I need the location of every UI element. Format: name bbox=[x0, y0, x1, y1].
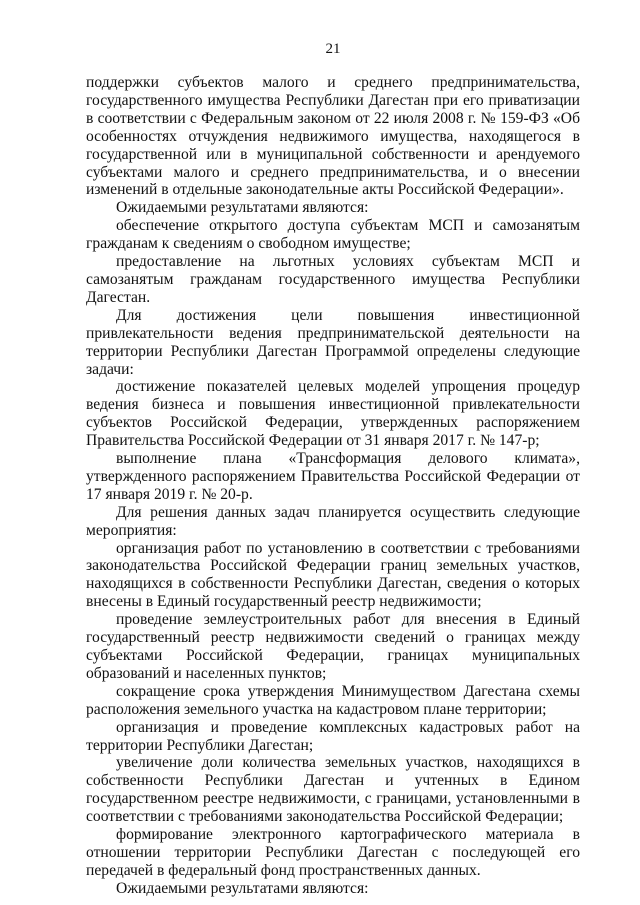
paragraph: сокращение срока утверждения Минимуществом Дагестана схемы расположения земельного участка на кадастровом плане территории; bbox=[86, 682, 580, 718]
paragraph: организация и проведение комплексных кадастровых работ на территории Республики Дагестан; bbox=[86, 718, 580, 754]
paragraph: Ожидаемыми результатами являются: bbox=[116, 879, 369, 897]
paragraph: Ожидаемыми результатами являются: bbox=[116, 199, 369, 217]
paragraph: проведение землеустроительных работ для внесения в Единый государственный реестр недвижимости сведений о границах между субъектами Российской Федерации, границах муниципальных образований и населенных пунктов; bbox=[86, 611, 580, 682]
paragraph: обеспечение открытого доступа субъектам МСП и самозанятым гражданам к сведениям о свободном имуществе; bbox=[86, 217, 580, 253]
paragraph: предоставление на льготных условиях субъектам МСП и самозанятым гражданам государственного имущества Республики Дагестан. bbox=[86, 253, 580, 306]
paragraph: Для достижения цели повышения инвестиционной привлекательности ведения предпринимательской деятельности на территории Республики Дагестан Программой определены следующие задачи: bbox=[86, 306, 580, 378]
page-number: 21 bbox=[325, 41, 341, 57]
paragraph-continuation: поддержки субъектов малого и среднего предпринимательства, государственного имущества Республики Дагестан при его приватизации в соответствии с Федеральным законом от 22 июля 2008 г. № 159-ФЗ «Об особенностях отчуждения недвижимого имущества, находящегося в государственной или в муниципальной собственности и арендуемого субъектами малого и среднего предпринимательства, и о внесении изменений в отдельные законодательные акты Российской Федерации». bbox=[86, 74, 580, 199]
paragraph: формирование электронного картографического материала в отношении территории Республики Дагестан с последующей его передачей в федеральный фонд пространственных данных. bbox=[86, 826, 580, 879]
paragraph: Для решения данных задач планируется осуществить следующие мероприятия: bbox=[86, 503, 580, 539]
paragraph: выполнение плана «Трансформация делового климата», утвержденного распоряжением Правительства Российской Федерации от 17 января 2019 г. № 20-р. bbox=[86, 450, 580, 503]
paragraph: организация работ по установлению в соответствии с требованиями законодательства Российской Федерации границ земельных участков, находящихся в собственности Республики Дагестан, сведения о которых внесены в Единый государственный реестр недвижимости; bbox=[86, 539, 580, 611]
paragraph: увеличение доли количества земельных участков, находящихся в собственности Республики Дагестан и учтенных в Едином государственном реестре недвижимости, с границами, установленными в соответствии с требованиями законодательства Российской Федерации; bbox=[86, 754, 580, 826]
paragraph: достижение показателей целевых моделей упрощения процедур ведения бизнеса и повышения инвестиционной привлекательности субъектов Российской Федерации, утвержденных распоряжением Правительства Российской Федерации от 31 января 2017 г. № 147-р; bbox=[86, 378, 580, 450]
body-text bbox=[86, 74, 580, 898]
